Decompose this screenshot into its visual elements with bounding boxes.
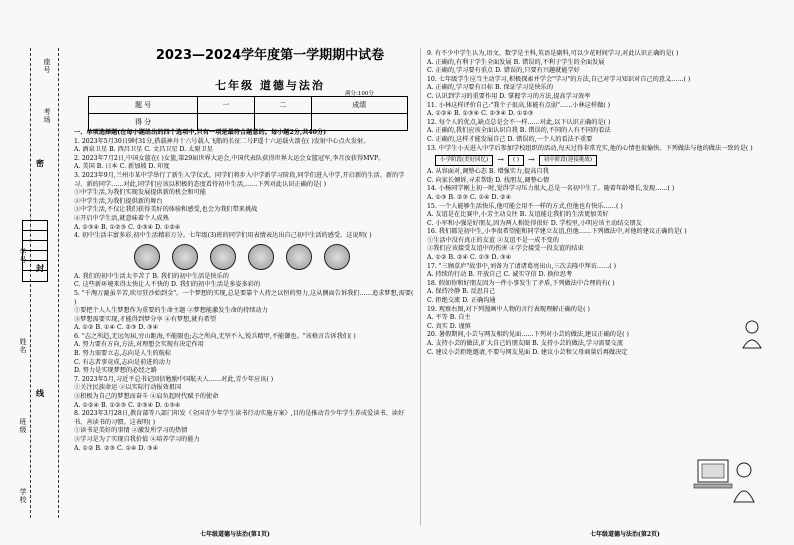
score-input-cell[interactable] [198, 114, 255, 131]
option-line: ③梦想需要实现,才能得到梦分享 ④有梦想,就有希望 [74, 315, 217, 323]
option-line: A. 正确的,我们应该全面认识自我 B. 错误的,不同的人有不同的看法 [427, 127, 611, 135]
seal-word-feng: 封 [36, 263, 44, 273]
option-line: A. ①② B. ②④ C. ①③ D. ③④ [427, 254, 512, 262]
emoji-face-icon [324, 244, 350, 270]
dashed-line [58, 48, 59, 518]
option-line: ①关注民族命运 ②以实际行动报效祖国 [74, 384, 182, 392]
option-line: B. 努力需要立志,志向是人生的航标 [74, 350, 172, 358]
option-line: ①要把个人人生梦想作为重要的生命主题 ②梦想能激发生命的持续动力 [74, 307, 268, 315]
option-line: ③我们应该接受友谊中的伤害 ④学会接受一段友谊的结束 [427, 245, 584, 253]
seal-word-mi: 密 [36, 158, 44, 168]
option-line: ③学习是为了实现自我价值 ④培养学习的能力 [74, 436, 200, 443]
footer-page-2: 七年级道德与法治(第2页) [590, 531, 660, 538]
score-input-cell[interactable] [254, 114, 311, 131]
section-heading: 一、单项选择题(在每小题给出的四个选项中,只有一项是最符合题意的。每小题2分,共40分) [74, 129, 327, 136]
score-label-cell: 得 分 [89, 114, 198, 131]
question-text: 2. 2023年7月2日,中国女篮在( )女篮,第29届世界大运会,中国代表队获得世界大运会女篮冠军,李月汝获得MVP。 [74, 154, 385, 162]
emoji-row [134, 244, 414, 270]
question-text: 5. "千淘万漉虽辛苦,吹尽狂沙始到金"。一个梦想的实现,总是要靠个人持之以恒的努力,这从侧面告诉我们……追求梦想,需要( ) [74, 289, 414, 306]
option-line: A. 酒泉卫星 B. 西昌卫星 C. 文昌卫星 D. 太原卫星 [74, 146, 213, 154]
option-line: D. 努力是实现梦想的必经之路 [74, 367, 157, 375]
score-header-cell: 题 号 [89, 97, 198, 114]
subject-line: 七年级 道德与法治 [215, 79, 325, 92]
question-text: 17. "三顾草庐"故事中,刘备为了请诸葛亮出山,三次去隆中拜访……( ) [427, 262, 617, 270]
option-line: A. ①③ B. ②③ C. ①④ D. ②④ [427, 193, 512, 201]
cartoon-computer-icon [690, 452, 760, 507]
score-header-cell: 二 [254, 97, 311, 114]
question-text: 8. 2023年3月28日,教育部等八部门印发《全国青少年学生读书行动实施方案》,目的是推动青少年学生养成爱读书、读好书、善读书的习惯。这表明( ) [74, 410, 405, 426]
score-input-cell[interactable] [311, 114, 407, 131]
label-exam-room: 考场 [43, 108, 51, 124]
label-name: 姓名 [19, 338, 27, 354]
exam-title: 2023—2024学年度第一学期期中试卷 [155, 48, 385, 63]
seal-word-xian: 线 [36, 388, 44, 398]
right-column [427, 50, 772, 357]
question-text: 20. 暑假期间,小芸与网友相约见面……下列对小芸的做法,建议正确的是( ) [427, 331, 629, 339]
full-mark: 满分:100分 [345, 91, 374, 97]
option-line: A. ①②④ B. ①③④ C. ②③④ D. ①②③ [427, 110, 534, 118]
score-header-cell: 成绩 [311, 97, 407, 114]
binding-strip [0, 48, 60, 528]
question-text: 15. 一个人能够生活快乐,他可能会用不一样的方式,但他也有快乐……( ) [427, 202, 623, 210]
flow-box-primary: 小学阶段(美好回忆) [435, 155, 493, 166]
option-line: C. 向家长倾诉,寻求帮助 D. 找朋友,调整心情 [427, 176, 550, 184]
emoji-face-icon [134, 244, 160, 270]
option-line: C. 小军和小强是好朋友,因为两人相处得很好 D. 学校里,小明应该主动结交朋友 [427, 219, 642, 227]
option-line: C. 正确的,这样才能发展自己 D. 错误的,一个人的看法不重要 [427, 135, 593, 143]
label-school: 学校 [19, 488, 27, 504]
label-class: 班级 [19, 418, 27, 434]
dashed-line [30, 48, 31, 518]
option-line: A. 持续的行动 B. 开放自己 C. 诚实守信 D. 换位思考 [427, 271, 573, 279]
option-line: A. 保持冷静 B. 反思自己 [427, 288, 496, 296]
option-line: C. 建议小芸拒绝邀请,不要与网友见面 D. 建议小芸和父母商量后再做决定 [427, 348, 628, 356]
question-text: 12. 每个人的优点,缺点总是会不一样……对此,以下认识正确的是( ) [427, 118, 611, 126]
option-line: ④开启中学生活,就意味着个人成熟 [74, 214, 169, 222]
question-text: 16. 我们都是初中生,小李很希望能和同学建立友谊,但他……下列做法中,对他的建议正确的是( ) [427, 228, 687, 236]
option-line: C. 拒绝交流 D. 正确沟通 [427, 297, 496, 305]
option-line: A. ①② B. ①④ C. ②③ D. ③④ [74, 324, 159, 332]
arrow-right-icon: → [497, 155, 504, 165]
cartoon-figure-icon [733, 318, 771, 350]
option-line: ①生活中没有真正的友谊 ②友谊不是一成不变的 [427, 236, 559, 244]
option-line: C. 认识到学习的重要作用 D. 掌握学习的方法,提高学习效率 [427, 92, 591, 100]
flow-box-blank: ( ) [508, 155, 524, 166]
question-text: 11. 小林这样评价自己:"我个子很高,体能有点弱"……小林这样做( ) [427, 101, 611, 109]
option-line: C. 有志者事竟成,志向是前进的动力 [74, 358, 172, 366]
emoji-face-icon [286, 244, 312, 270]
emoji-face-icon [248, 244, 274, 270]
option-line: A. 支持小芸的做法,扩大自己的朋友圈 B. 支持小芸的做法,学习需要交流 [427, 340, 624, 347]
score-table [88, 96, 408, 131]
option-line: A. 美国 B. 日本 C. 新加坡 D. 印度 [74, 163, 170, 171]
seat-number-box [22, 220, 48, 282]
question-text: 14. 小杨同学刚上初一时,觉得学习压力很大,总是一名初中生了。随着年龄增长,发现……( ) [427, 185, 675, 193]
option-line: A. ①② B. ②③ C. ①④ D. ③④ [74, 444, 159, 452]
option-line: A. 我们的初中生活太辛苦了 B. 我们的初中生活是快乐的 [74, 272, 229, 280]
option-line: A. ①③④ B. ①②③ C. ②③④ D. ①②④ [74, 223, 181, 231]
option-line: ①读书是美好的事情 ②激发所学习的热情 [74, 427, 188, 435]
emoji-face-icon [172, 244, 198, 270]
option-line: ③积极为自己的梦想而奋斗 ④肩负起时代赋予的使命 [74, 393, 219, 401]
flow-box-middle: 初中阶段(迎接挑战) [539, 155, 597, 166]
footer-page-1: 七年级道德与法治(第1页) [200, 531, 270, 538]
question-text: 10. 七年级学生应当主动学习,积极探索并学会"学习"的方法,自己对学习知识对自己的意义……( ) [427, 75, 691, 83]
option-line: ③中学生活,不仅让我们获得美好的体验和感受,也会为我们带来挑战 [74, 206, 258, 214]
option-line: ②中学生活,为我们提供新的舞台 [74, 197, 163, 205]
left-column [74, 129, 414, 453]
label-student-id: 学号 [19, 248, 27, 264]
question-text: 9. 有不少中学生认为,语文、数学是主科,英语是副科,可以少花时间学习,对此认识正确的是( ) [427, 50, 679, 57]
option-line: C. 这些新环境来得太快让人不快的 D. 我们的初中生活是多姿多彩的 [74, 281, 261, 289]
question-text: 4. 初中生活丰富多彩,初中生活精彩万分。七年级(3)班的同学们用表情表达出自己初中生活的感受。这说明( ) [74, 232, 372, 240]
option-line: C. 真实 D. 谨慎 [427, 322, 471, 330]
arrow-right-icon: → [528, 155, 535, 165]
question-text: 18. 假如你和好朋友因为一件小事发生了矛盾,下列做法中合理的有( ) [427, 279, 615, 287]
question-text: 3. 2023年9月,兰州市某中学举行了新生入学仪式。同学们将步入中学新学习阶段,同学们进入中学,开启新的生活、新的学习、新的同学……对此,同学们应该以积极的态度看待初中生活,……下列对此认识正确的是( ) [74, 171, 405, 188]
question-text: 19. 观察右图,对下列漫画中人物的言行表现理解正确的是( ) [427, 305, 590, 313]
option-line: A. 平等 B. 自主 [427, 314, 471, 322]
option-line: C. 正确的,学习要有重点 D. 错误的,只要有兴趣就能学好 [427, 67, 580, 75]
option-line: A. ①②④ B. ①②③ C. ②③④ D. ①③④ [74, 401, 181, 409]
question-text: 1. 2023年5月30日9时31分,搭载神舟十六号载人飞船的长征二号F遥十六运载火箭在( )发射中心点火发射。 [74, 137, 370, 145]
option-line: A. 友谊是在比赛中,小芳主动交往 B. 友谊能让我们的生活更加美好 [427, 211, 609, 219]
column-divider [420, 48, 421, 526]
option-line: A. 努力要有方向,方法,对理想会实现有决定作用 [74, 341, 204, 349]
option-line: ①中学生活,为我们实现发展提供新的机会和可能 [74, 189, 206, 197]
question-text: 7. 2023年5月,习近平总书记回信勉励中国航天人……对此,青少年应该( ) [74, 375, 274, 383]
score-header-cell: 一 [198, 97, 255, 114]
question-text: 13. 中学生小天进入中学后参加学校组织的活动,每天过得非常充实,他的心情也很愉快。下列做法与他的做法一致的是( ) [427, 144, 753, 152]
question-text: 6. "志之所趋,无远勿届,穷山距海,不能限也;志之所向,无坚不入,锐兵精甲,不能御也。"该格言告诉我们( ) [74, 332, 356, 340]
option-line: A. 正确的,学习要有目标 B. 保证学习是快乐的 [427, 84, 554, 92]
option-line: A. 从容面对,调整心态 B. 增强实力,提高自我 [427, 168, 549, 176]
flow-diagram [435, 155, 772, 166]
option-line: A. 正确的,有利于学生全面发展 B. 错误的,不利于学生的全面发展 [427, 58, 605, 66]
emoji-face-icon [210, 244, 236, 270]
label-seat-number: 座号 [43, 58, 51, 74]
